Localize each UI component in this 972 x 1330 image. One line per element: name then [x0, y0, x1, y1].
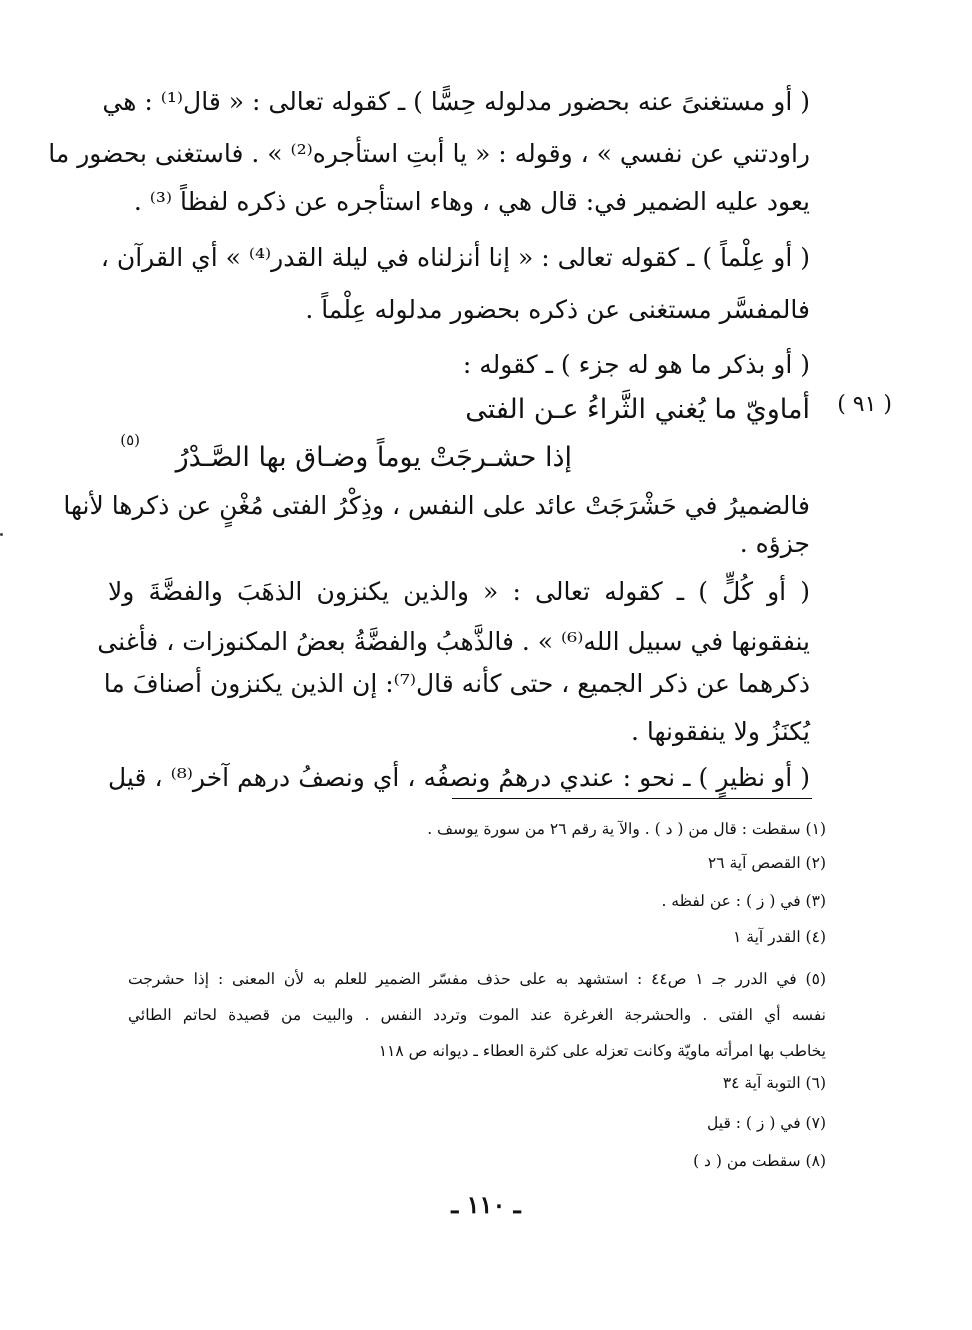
footnote-5-line-2: نفسه أي الفتى . والحشرجة الغرغرة عند الموت وتردد النفس . والبيت من قصيدة لحاتم الطائي [128, 1006, 826, 1024]
footnote-4: (٤) القدر آية ١ [733, 928, 826, 946]
footnote-separator [452, 798, 812, 799]
footnote-8: (٨) سقطت من ( د ) [693, 1152, 826, 1170]
footnote-3: (٣) في ( ز ) : عن لفظه . [661, 892, 826, 910]
text-line-10: ينفقونها في سبيل الله⁽⁶⁾ » . فالذَّهبُ والفضَّةُ بعضُ المكنوزات ، فأغنى [97, 627, 810, 656]
text-line-9: ( أو كُلٍّ ) ـ كقوله تعالى : « والذين يكنزون الذهَبَ والفضَّةَ ولا [108, 577, 810, 606]
text-line-3: يعود عليه الضمير في: قال هي ، وهاء استأجره عن ذكره لفظاً ⁽³⁾ . [133, 187, 810, 216]
text-line-1: ( أو مستغنىً عنه بحضور مدلوله حِسًّا ) ـ كقوله تعالى : « قال⁽¹⁾ : هي [102, 87, 810, 116]
margin-mark [0, 533, 3, 536]
verse-hemistich-2: إذا حشـرجَتْ يوماً وضـاق بها الصَّـدْرُ [175, 442, 572, 473]
text-line-11: ذكرهما عن ذكر الجميع ، حتى كأنه قال⁽⁷⁾: إن الذين يكنزون أصنافَ ما [103, 669, 810, 698]
verse-hemistich-1: أماويّ ما يُغني الثَّراءُ عـن الفتى [465, 394, 810, 425]
verse-footnote-mark: (٥) [120, 431, 140, 449]
text-line-7: فالضميرُ في حَشْرَجَتْ عائد على النفس ، وذِكْرُ الفتى مُغْنٍ عن ذكرها لأنها [63, 491, 810, 520]
footnote-7: (٧) في ( ز ) : قيل [707, 1114, 826, 1132]
text-line-8: جزؤه . [739, 529, 810, 558]
verse-number: ( ٩١ ) [837, 392, 892, 417]
footnote-6: (٦) التوبة آية ٣٤ [722, 1074, 826, 1092]
text-line-4: ( أو عِلْماً ) ـ كقوله تعالى : « إنا أنزلناه في ليلة القدر⁽⁴⁾ » أي القرآن ، [100, 243, 810, 272]
text-line-12: يُكنَزُ ولا ينفقونها . [630, 717, 810, 746]
text-line-5: فالمفسَّر مستغنى عن ذكره بحضور مدلوله عِلْماً . [305, 295, 810, 324]
footnote-5-line-3: يخاطب بها امرأته ماويّة وكانت تعزله على كثرة العطاء ـ ديوانه ص ١١٨ [378, 1042, 826, 1060]
page-number: ـ ١١٠ ـ [451, 1190, 521, 1219]
text-line-2: راودتني عن نفسي » ، وقوله : « يا أبتِ استأجره⁽²⁾ » . فاستغنى بحضور ما [48, 139, 810, 168]
footnote-2: (٢) القصص آية ٢٦ [707, 854, 826, 872]
footnote-1: (١) سقطت : قال من ( د ) . والآ ية رقم ٢٦ من سورة يوسف . [427, 820, 826, 838]
text-line-6: ( أو بذكر ما هو له جزء ) ـ كقوله : [462, 350, 810, 379]
text-line-13: ( أو نظيرٍ ) ـ نحو : عندي درهمُ ونصفُه ، أي ونصفُ درهم آخر⁽⁸⁾ ، قيل [108, 763, 810, 792]
footnote-5-line-1: (٥) في الدرر جـ ١ ص٤٤ : استشهد به على حذف مفسّر الضمير للعلم به لأن المعنى : إذا حشرجت [128, 970, 826, 988]
